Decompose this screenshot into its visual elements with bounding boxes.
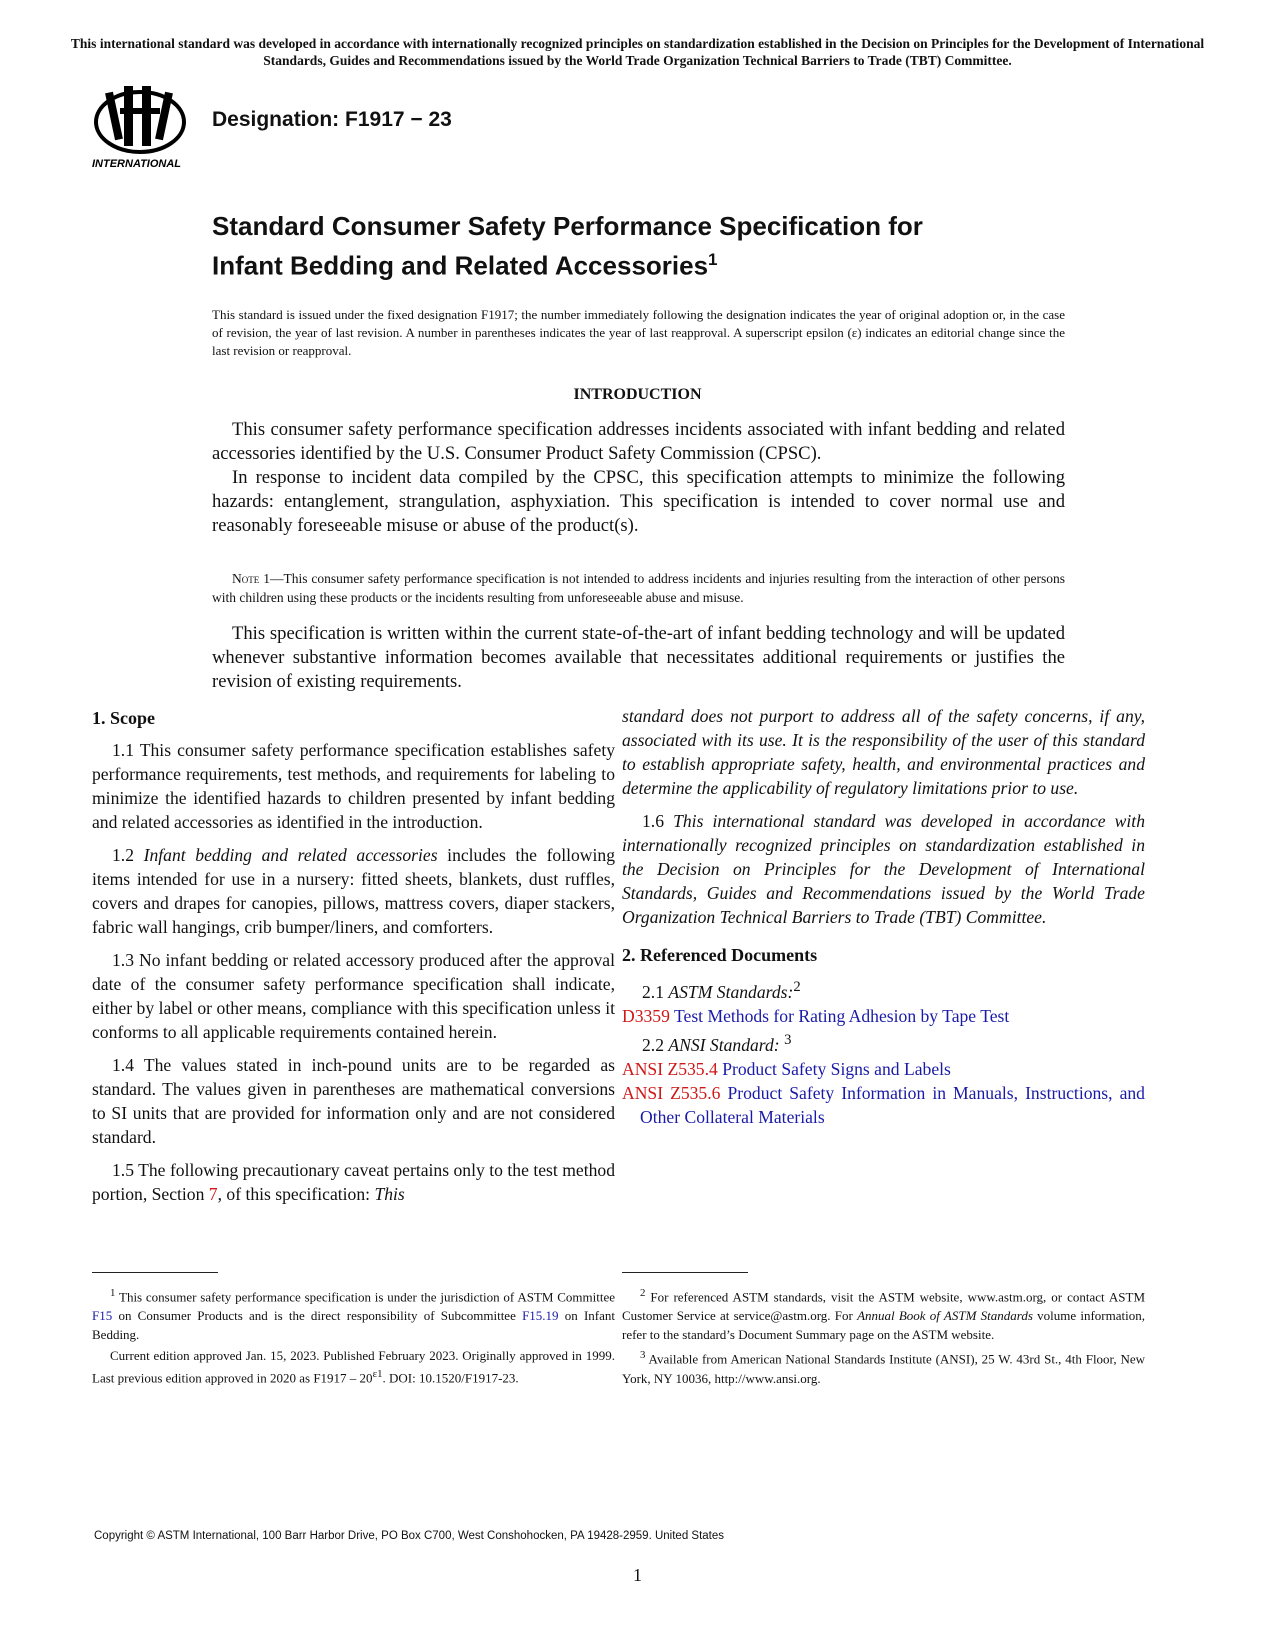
title-footnote-ref[interactable]: 1 (708, 250, 718, 269)
note-text: —This consumer safety performance specification is not intended to address incidents and injuries resulting from the interaction of other persons with children using these products or the incidents resulting from unforeseeable abuse and misuse. (212, 571, 1066, 605)
introduction-heading: INTRODUCTION (573, 386, 702, 403)
copyright-footer: Copyright © ASTM International, 100 Barr Harbor Drive, PO Box C700, West Conshohocken, PA 19428-2959. United States (94, 1530, 725, 1542)
designation: Designation: F1917 − 23 (212, 108, 452, 131)
para-1-5: 1.5 The following precautionary caveat pertains only to the test method portion, Section 7, of this specification: This (92, 1160, 615, 1204)
footnote-2-ref[interactable]: 2 (793, 979, 801, 995)
left-column (92, 706, 615, 1215)
section-referenced-heading: 2. Referenced Documents (622, 945, 818, 965)
title-line-2: Infant Bedding and Related Accessories$^1$ (212, 250, 718, 281)
ansi-standard-label: 2.2 ANSI Standard: $^3$ (642, 1031, 792, 1055)
page-number: 1 (633, 1565, 642, 1585)
top-notice: This international standard was developed in accordance with internationally recognized principles on standardization established in the Decision on Principles for the Development of International Standards, Guides and Recommendations issued by the World Trade Organization Technical Barriers to Trade (TBT) Committee. (70, 36, 1205, 68)
z5356-code[interactable]: ANSI Z535.6 (622, 1082, 721, 1103)
section-7-link[interactable]: 7 (208, 1184, 218, 1204)
note-label: Note 1 (232, 571, 270, 586)
footnote-1-edition: Current edition approved Jan. 15, 2023. Published February 2023. Originally approved in 1999. Last previous edition approved in 2020 as $F1917 - 20^{\varepsilon 1}$. DOI: 10.1520/F1917-23. (92, 1348, 615, 1386)
footnote-3: $^3$ Available from American National Standards Institute (ANSI), 25 W. 43rd St., 4th Floor, New York, NY 10036, http://www.ansi.org. (622, 1349, 1145, 1386)
footnotes-left (92, 1284, 615, 1390)
z5354-code[interactable]: ANSI Z535.4 (622, 1058, 718, 1079)
para-1-2: 1.2 Infant bedding and related accessories includes the following items intended for use in a nursery: fitted sheets, blankets, dust ruffles, covers and drapes for canopies, pillows, mattress covers, diaper stackers, fabric wall hangings, crib bumper/liners, and comforters. (92, 845, 615, 937)
svg-text:INTERNATIONAL: INTERNATIONAL (92, 158, 182, 170)
reference-ansi-z535-4[interactable] (622, 1057, 1145, 1081)
para-1-1: 1.1 This consumer safety performance specification establishes safety performance requirements, test methods, and requirements for labeling to minimize the identified hazards to children presented by infant bedding and related accessories as identified in the introduction. (92, 740, 615, 832)
footnote-divider-right (622, 1272, 748, 1273)
astm-logo (92, 84, 192, 172)
intro-paragraph-2: In response to incident data compiled by the CPSC, this specification attempts to minimize the following hazards: entanglement, strangulation, asphyxiation. This specification is intended to cover normal use and reasonably foreseeable misuse or abuse of the product(s). (212, 467, 1065, 536)
footnote-divider-left (92, 1272, 218, 1273)
introduction-body-2 (212, 622, 1065, 694)
intro-paragraph-1: This consumer safety performance specification addresses incidents associated with infant bedding and related accessories identified by the U.S. Consumer Product Safety Commission (CPSC). (212, 419, 1065, 464)
d3359-code[interactable]: D3359 (622, 1005, 670, 1026)
intro-paragraph-3: This specification is written within the current state-of-the-art of infant bedding technology and will be updated whenever substantive information becomes available that necessitates additional requirements or justifies the revision of existing requirements. (212, 623, 1065, 692)
para-1-5-continued: standard does not purport to address all of the safety concerns, if any, associated with its use. It is the responsibility of the user of this standard to establish appropriate safety, health, and environmental practices and determine the applicability of regulatory limitations prior to use. (622, 706, 1145, 798)
right-column (622, 704, 1145, 1129)
intro-note-1 (212, 569, 1065, 607)
introduction-body (212, 418, 1065, 538)
z5354-title[interactable]: Product Safety Signs and Labels (717, 1058, 951, 1079)
footnote-2: $^2$ For referenced ASTM standards, visit the ASTM website, www.astm.org, or contact ASTM Customer Service at service@astm.org. For Annual Book of ASTM Standards volume information, refer to the standard’s Document Summary page on the ASTM website. (622, 1287, 1145, 1343)
astm-standards-label: 2.1 ASTM Standards:$^2$ (642, 979, 801, 1002)
footnotes-right (622, 1284, 1145, 1390)
z5356-title[interactable]: Product Safety Information in Manuals, Instructions, and Other Collateral Materials (640, 1082, 1145, 1127)
reference-ansi-z535-6[interactable] (622, 1081, 1145, 1129)
issued-note: This standard is issued under the fixed designation F1917; the number immediately following the designation indicates the year of original adoption or, in the case of revision, the year of last revision. A number in parentheses indicates the year of last reapproval. A superscript epsilon (ε) indicates an editorial change since the last revision or reapproval. (212, 307, 1065, 358)
f15-link[interactable]: F15 (92, 1308, 113, 1324)
para-1-6: 1.6 This international standard was developed in accordance with internationally recognized principles on standardization established in the Decision on Principles for the Development of International Standards, Guides and Recommendations issued by the World Trade Organization Technical Barriers to Trade (TBT) Committee. (622, 811, 1145, 927)
title-line-1: Standard Consumer Safety Performance Specification for (212, 211, 923, 241)
section-scope-heading: 1. Scope (92, 708, 155, 728)
document-title (212, 210, 923, 283)
para-1-3: 1.3 No infant bedding or related accessory produced after the approval date of the consumer safety performance specification shall indicate, either by label or other means, compliance with this specification unless it conforms to all applicable requirements contained herein. (92, 950, 615, 1042)
astm-logo-icon (92, 84, 192, 172)
f15-19-link[interactable]: F15.19 (522, 1308, 559, 1324)
footnote-3-ref[interactable]: 3 (784, 1031, 792, 1048)
d3359-title[interactable]: Test Methods for Rating Adhesion by Tape Test (669, 1005, 1010, 1026)
para-1-4: 1.4 The values stated in inch-pound units are to be regarded as standard. The values given in parentheses are mathematical conversions to SI units that are provided for information only and are not considered standard. (92, 1055, 615, 1147)
reference-d3359[interactable] (622, 1004, 1145, 1028)
footnote-1: $^1$ This consumer safety performance specification is under the jurisdiction of ASTM Committee F15 on Consumer Products and is the direct responsibility of Subcommittee F15.19 on Infant Bedding. (92, 1287, 616, 1343)
